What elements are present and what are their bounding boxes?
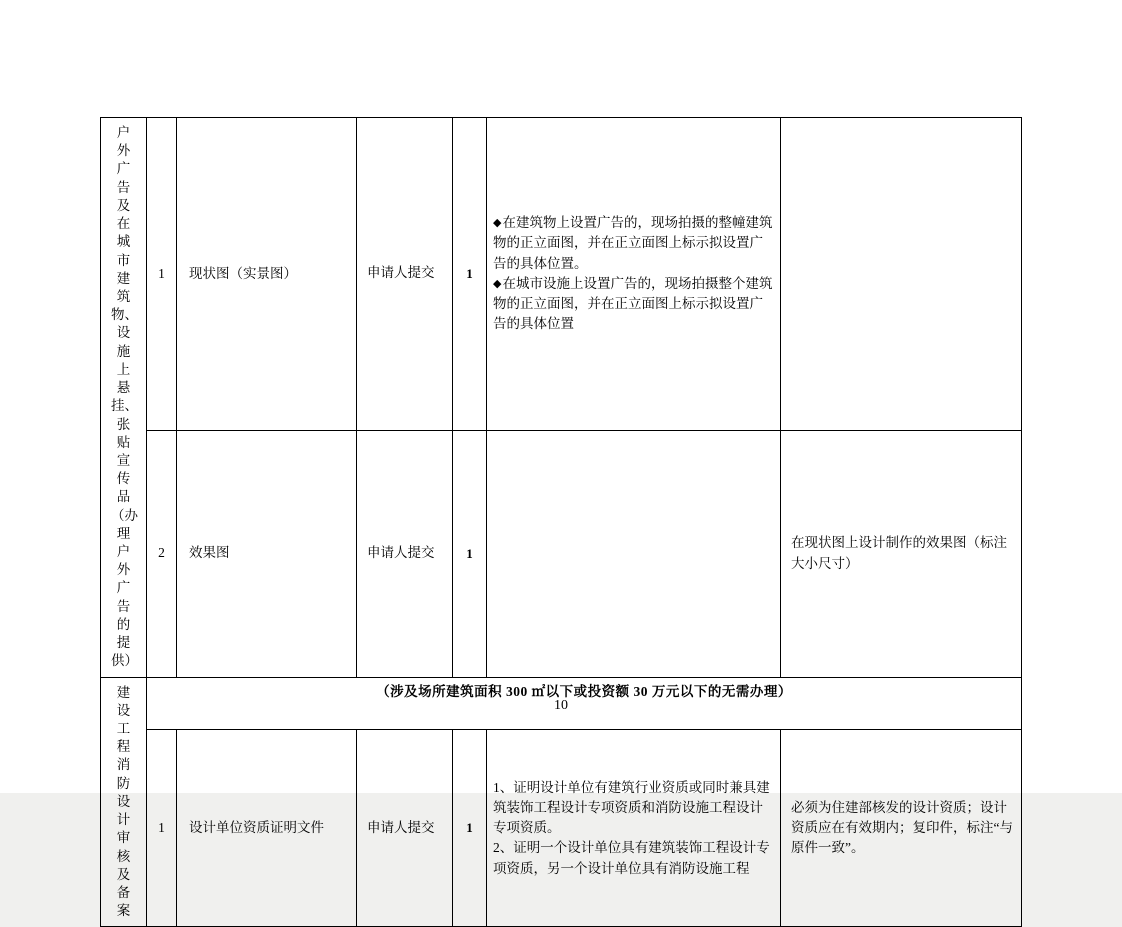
requirement-item: 1、证明设计单位有建筑行业资质或同时兼具建筑装饰工程设计专项资质和消防设施工程设计专项资质。: [493, 779, 770, 836]
table-cell-requirements: [487, 118, 781, 431]
table-cell-count: 1: [453, 430, 487, 677]
table-cell-remark: 在现状图上设计制作的效果图（标注大小尺寸）: [781, 430, 1022, 677]
category-label: 户外广告及在城市建筑物、设施上悬挂、张贴宣传品（办理户外广告的提供）: [111, 125, 138, 669]
table-cell-source: 申请人提交: [357, 729, 453, 926]
requirement-bullet: ◆在城市设施上设置广告的，现场拍摄整个建筑物的正立面图，并在正立面图上标示拟设置广告的具体位置: [493, 275, 773, 332]
category-label: 建设工程消防设计审核及备案: [116, 684, 131, 919]
page-number: 10: [554, 698, 568, 713]
diamond-bullet-icon: ◆: [493, 277, 502, 290]
table-cell-remark: [781, 118, 1022, 431]
table-cell-category: [101, 677, 147, 927]
diamond-bullet-icon: ◆: [493, 217, 502, 230]
table-cell-count: 1: [453, 729, 487, 926]
table-row: [101, 729, 1022, 926]
table-row: [101, 118, 1022, 431]
table-row: [101, 430, 1022, 677]
table-cell-category: [101, 118, 147, 678]
table-cell-requirements: [487, 430, 781, 677]
table-cell-requirements: [487, 729, 781, 926]
table-cell-index: 1: [147, 118, 177, 431]
table-cell-count: 1: [453, 118, 487, 431]
table-cell-material-name: 效果图: [177, 430, 357, 677]
table-cell-material-name: 现状图（实景图）: [177, 118, 357, 431]
table-cell-source: 申请人提交: [357, 118, 453, 431]
table-cell-material-name: 设计单位资质证明文件: [177, 729, 357, 926]
table-cell-index: 1: [147, 729, 177, 926]
table-cell-index: 2: [147, 430, 177, 677]
materials-table: [100, 117, 1022, 927]
table-cell-banner: （涉及场所建筑面积 300 ㎡以下或投资额 30 万元以下的无需办理）: [147, 677, 1022, 729]
requirement-bullet: ◆在建筑物上设置广告的，现场拍摄的整幢建筑物的正立面图，并在正立面图上标示拟设置广告的具体位置。: [493, 215, 773, 271]
requirement-item: 2、证明一个设计单位具有建筑装饰工程设计专项资质，另一个设计单位具有消防设施工程: [493, 840, 770, 876]
table-cell-remark: 必须为住建部核发的设计资质；设计资质应在有效期内；复印件，标注“与原件一致”。: [781, 729, 1022, 926]
table-cell-source: 申请人提交: [357, 430, 453, 677]
